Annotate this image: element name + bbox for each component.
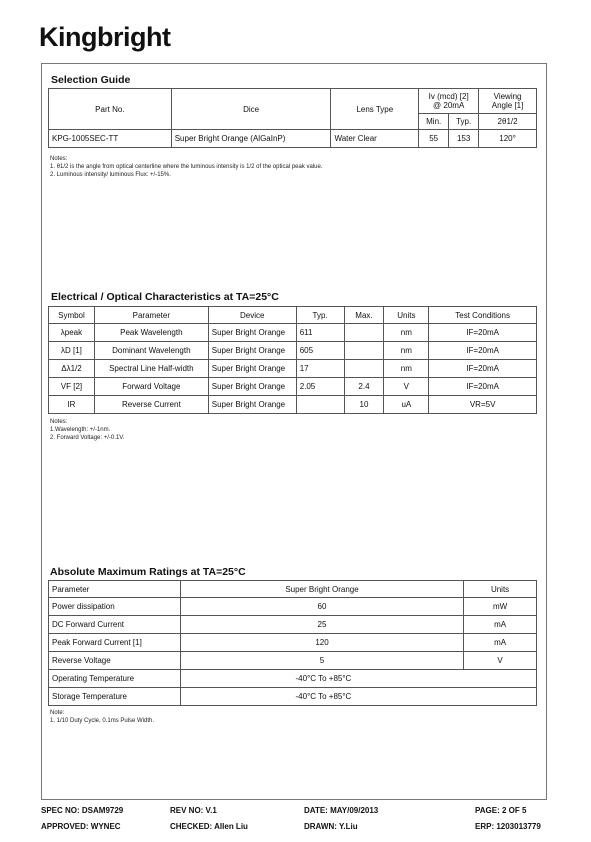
table-row — [49, 652, 537, 670]
header-parameter: Parameter — [94, 307, 208, 324]
header-min: Min. — [419, 114, 449, 130]
cell-parameter: DC Forward Current — [49, 616, 181, 634]
cell-min: 55 — [419, 130, 449, 148]
cell-value: 5 — [180, 652, 463, 670]
cell-device: Super Bright Orange — [208, 360, 296, 378]
cell-parameter: Forward Voltage — [94, 378, 208, 396]
cell-parameter: Operating Temperature — [49, 670, 181, 688]
cell-typ: 17 — [296, 360, 344, 378]
table-row — [49, 634, 537, 652]
rev-no: REV NO: V.1 — [170, 806, 217, 815]
selection-guide-table — [48, 88, 537, 148]
cell-typ: 2.05 — [296, 378, 344, 396]
cell-parameter: Reverse Current — [94, 396, 208, 414]
note-line: Note: — [50, 710, 65, 716]
cell-parameter: Peak Forward Current [1] — [49, 634, 181, 652]
cell-angle: 120° — [479, 130, 537, 148]
date: DATE: MAY/09/2013 — [304, 806, 379, 815]
cell-symbol: VF [2] — [49, 378, 95, 396]
note-line: 2. Luminous intensity/ luminous Flux: +/-15%. — [50, 172, 171, 178]
cell-dice: Super Bright Orange (AlGaInP) — [171, 130, 331, 148]
cell-symbol: Δλ1/2 — [49, 360, 95, 378]
cell-typ — [296, 396, 344, 414]
cell-symbol: λpeak — [49, 324, 95, 342]
table-row — [49, 670, 537, 688]
selection-notes — [50, 155, 323, 179]
cell-units: mA — [464, 634, 537, 652]
table-row — [49, 378, 537, 396]
cell-units: uA — [384, 396, 429, 414]
spec-no: SPEC NO: DSAM9729 — [41, 806, 124, 815]
cell-parameter: Dominant Wavelength — [94, 342, 208, 360]
cell-symbol: λD [1] — [49, 342, 95, 360]
checked-by: CHECKED: Allen Liu — [170, 822, 248, 831]
cell-test-conditions: VR=5V — [429, 396, 537, 414]
cell-test-conditions: IF=20mA — [429, 324, 537, 342]
header-typ: Typ. — [296, 307, 344, 324]
table-row — [49, 688, 537, 706]
note-line: 1.Wavelength: +/-1nm. — [50, 427, 111, 433]
cell-symbol: IR — [49, 396, 95, 414]
cell-device: Super Bright Orange — [208, 396, 296, 414]
cell-max — [344, 342, 384, 360]
cell-value: 60 — [180, 598, 463, 616]
table-row — [49, 360, 537, 378]
erp-number: ERP: 1203013779 — [475, 822, 541, 831]
cell-units: nm — [384, 342, 429, 360]
header-part-no: Part No. — [49, 89, 172, 130]
cell-units: nm — [384, 360, 429, 378]
selection-guide-title: Selection Guide — [51, 74, 131, 86]
cell-value: 25 — [180, 616, 463, 634]
table-row — [49, 342, 537, 360]
cell-parameter: Spectral Line Half-width — [94, 360, 208, 378]
cell-parameter: Peak Wavelength — [94, 324, 208, 342]
header-max: Max. — [344, 307, 384, 324]
cell-max — [344, 360, 384, 378]
cell-units: V — [384, 378, 429, 396]
drawn-by: DRAWN: Y.Liu — [304, 822, 358, 831]
note-line: 1. 1/10 Duty Cycle, 0.1ms Pulse Width. — [50, 718, 155, 724]
header-symbol: Symbol — [49, 307, 95, 324]
header-units: Units — [464, 581, 537, 598]
cell-value: 120 — [180, 634, 463, 652]
approved-by: APPROVED: WYNEC — [41, 822, 121, 831]
cell-max: 10 — [344, 396, 384, 414]
absolute-notes — [50, 709, 154, 725]
header-device: Device — [208, 307, 296, 324]
cell-test-conditions: IF=20mA — [429, 378, 537, 396]
page-number: PAGE: 2 OF 5 — [475, 806, 527, 815]
cell-parameter: Reverse Voltage — [49, 652, 181, 670]
header-typ: Typ. — [449, 114, 479, 130]
absolute-ratings-title: Absolute Maximum Ratings at TA=25°C — [50, 566, 246, 578]
header-test-conditions: Test Conditions — [429, 307, 537, 324]
absolute-ratings-table — [48, 580, 537, 706]
header-units: Units — [384, 307, 429, 324]
cell-max: 2.4 — [344, 378, 384, 396]
cell-typ: 153 — [449, 130, 479, 148]
table-row — [49, 130, 537, 148]
table-row — [49, 598, 537, 616]
note-line: Notes: — [50, 419, 68, 425]
cell-device: Super Bright Orange — [208, 378, 296, 396]
cell-lens-type: Water Clear — [331, 130, 419, 148]
cell-typ: 611 — [296, 324, 344, 342]
cell-value: -40°C To +85°C — [180, 670, 536, 688]
header-theta: 2θ1/2 — [479, 114, 537, 130]
cell-device: Super Bright Orange — [208, 342, 296, 360]
cell-parameter: Power dissipation — [49, 598, 181, 616]
header-lens-type: Lens Type — [331, 89, 419, 130]
header-super-bright-orange: Super Bright Orange — [180, 581, 463, 598]
header-dice: Dice — [171, 89, 331, 130]
electrical-notes — [50, 418, 124, 442]
cell-part-no: KPG-1005SEC-TT — [49, 130, 172, 148]
table-row — [49, 616, 537, 634]
header-viewing-angle: Viewing Angle [1] — [479, 89, 537, 114]
brand-logo: Kingbright — [39, 22, 171, 52]
cell-max — [344, 324, 384, 342]
header-iv: Iv (mcd) [2] @ 20mA — [419, 89, 479, 114]
cell-typ: 605 — [296, 342, 344, 360]
table-row — [49, 396, 537, 414]
cell-units: mA — [464, 616, 537, 634]
cell-units: nm — [384, 324, 429, 342]
header-parameter: Parameter — [49, 581, 181, 598]
table-row — [49, 324, 537, 342]
cell-parameter: Storage Temperature — [49, 688, 181, 706]
electrical-title: Electrical / Optical Characteristics at TA=25°C — [51, 291, 279, 303]
cell-value: -40°C To +85°C — [180, 688, 536, 706]
cell-units: mW — [464, 598, 537, 616]
note-line: Notes: — [50, 156, 68, 162]
cell-device: Super Bright Orange — [208, 324, 296, 342]
note-line: 1. θ1/2 is the angle from optical centerline where the luminous intensity is 1/2 of the optical peak value. — [50, 164, 323, 170]
electrical-table — [48, 306, 537, 414]
cell-units: V — [464, 652, 537, 670]
cell-test-conditions: IF=20mA — [429, 342, 537, 360]
cell-test-conditions: IF=20mA — [429, 360, 537, 378]
note-line: 2. Forward Voltage: +/-0.1V. — [50, 435, 125, 441]
